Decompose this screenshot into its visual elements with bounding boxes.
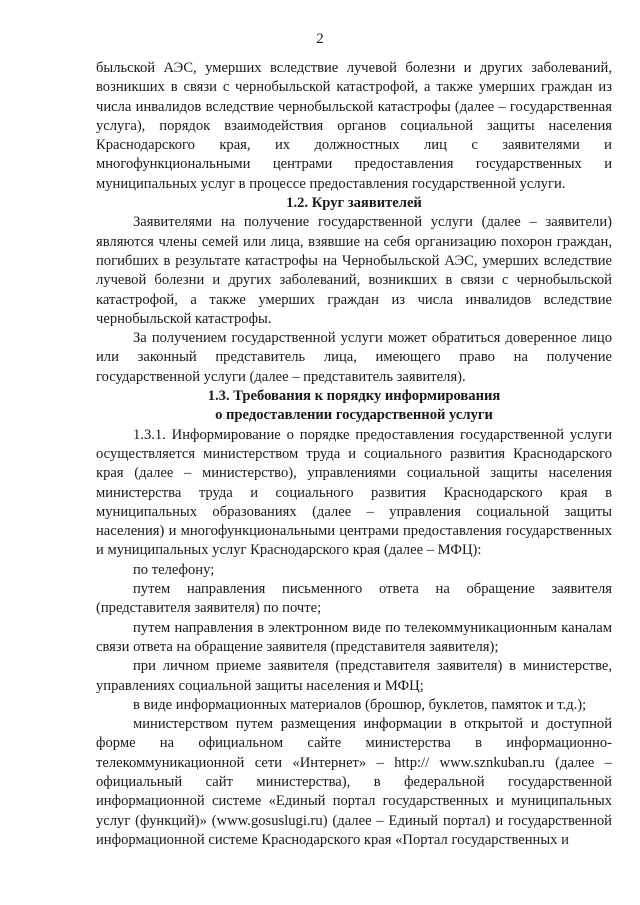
document-body [96, 59, 612, 850]
page-number: 2 [316, 31, 324, 47]
paragraph-representative: За получением государственной услуги может обратиться доверенное лицо или законный представитель лица, имеющего право на получение государственной услуги (далее – представитель заявителя). [96, 330, 612, 385]
list-item-electronic: путем направления в электронном виде по телекоммуникационным каналам связи ответа на обращение заявителя (представителя заявителя); [96, 619, 612, 655]
section-heading-1-3-line2: о предоставлении государственной услуги [215, 407, 493, 424]
section-heading-1-3-line1: 1.3. Требования к порядку информирования [207, 388, 501, 405]
intro-paragraph: быльской АЭС, умерших вследствие лучевой болезни и других заболеваний, возникших в связи с чернобыльской катастрофой, а также умерших граждан из числа инвалидов вследствие чернобыльской катастрофы (далее – государственная услуга), порядок взаимодействия органов социальной защиты населения Краснодарского края, их должностных лиц с заявителями и многофункциональными центрами предоставления государственных и муниципальных услуг в процессе предоставления государственной услуги. [96, 60, 612, 192]
list-item-personal: при личном приеме заявителя (представителя заявителя) в министерстве, управлениях социальной защиты населения и МФЦ; [96, 658, 612, 694]
list-item-materials: в виде информационных материалов (брошюр, буклетов, памяток и т.д.); [133, 696, 587, 713]
section-heading-1-3 [96, 387, 612, 426]
paragraph-1-3-1: 1.3.1. Информирование о порядке предоставления государственной услуги осуществляется министерством труда и социального развития Краснодарского края (далее – министерство), управлениями социальной защиты населения министерства труда и социального развития Краснодарского края в муниципальных образованиях (далее – управления социальной защиты населения) и многофункциональными центрами предоставления государственных и муниципальных услуг Краснодарского края (далее – МФЦ): [96, 426, 612, 559]
section-heading-1-2: 1.2. Круг заявителей [286, 195, 422, 212]
list-item-mail: путем направления письменного ответа на обращение заявителя (представителя заявителя) по почте; [96, 581, 612, 617]
list-item-phone: по телефону; [133, 561, 215, 578]
list-item-website: министерством путем размещения информации в открытой и доступной форме на официальном сайте министерства в информационно-телекоммуникационной сети «Интернет» – http:// www.sznkuban.ru (далее – официальный сайт министерства), в федеральной государственной информационной системе «Единый портал государственных и муниципальных услуг (функций)» (www.gosuslugi.ru) (далее – Единый портал) и государственной информационной системе Краснодарского края «Портал государственных и [96, 716, 612, 848]
paragraph-applicants: Заявителями на получение государственной услуги (далее – заявители) являются члены семей или лица, взявшие на себя организацию похорон граждан, погибших в результате катастрофы на Чернобыльской АЭС, умерших вследствие лучевой болезни и других заболеваний, возникших в связи с чернобыльской катастрофой, а также умерших граждан из числа инвалидов вследствие чернобыльской катастрофы. [96, 214, 612, 327]
